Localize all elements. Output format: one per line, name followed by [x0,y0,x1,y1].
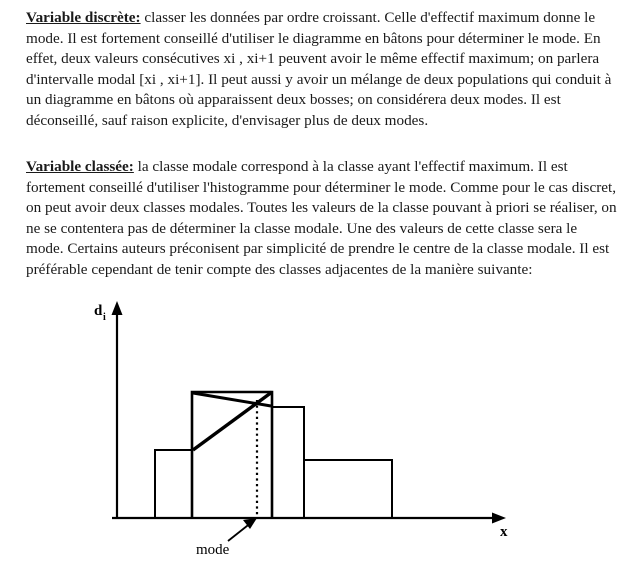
x-axis [112,513,506,524]
y-axis-label: d [94,303,103,319]
mode-callout [228,518,257,541]
histogram-bar-4 [304,460,392,518]
paragraph-lead-classee: Variable classée: [26,158,134,175]
paragraph-lead-discrete: Variable discrète: [26,9,141,26]
y-axis [112,301,123,518]
x-axis-label: x [500,524,508,540]
histogram-figure [0,288,640,588]
mode-label: mode [196,542,230,558]
paragraph-variable-discrete [26,8,618,132]
histogram-bar-1 [155,450,192,518]
histogram-svg [0,288,640,588]
paragraph-variable-classee [26,157,618,281]
histogram-bar-3 [272,407,304,518]
y-axis-label-subscript: i [103,312,106,323]
paragraph-body-discrete: classer les données par ordre croissant. Celle d'effectif maximum donne le mode. Il est fortement conseillé d'utiliser le diagramme en bâtons pour déterminer le mode. En effet, deux valeurs consécutives xi , xi+1 peuvent avoir le même effectif maximum; on parlera d'intervalle modal [xi , xi+1]. Il peut aussi y avoir un mélange de deux populations qui conduit à un diagramme en bâtons où apparaissent deux bosses; on considérera deux modes. Il est déconseillé, sauf raison explicite, d'envisager plus de deux modes. [26,9,612,129]
paragraph-body-classee: la classe modale correspond à la classe ayant l'effectif maximum. Il est fortement conseillé d'utiliser l'histogramme pour déterminer le mode. Comme pour le cas discret, on peut avoir deux classes modales. Toutes les valeurs de la classe pouvant à priori se réaliser, on ne se contentera pas de déterminer la classe modale. Une des valeurs de cette classe sera le mode. Certains auteurs préconisent par simplicité de prendre le centre de la classe modale. Il est préférable cependant de tenir compte des classes adjacentes de la manière suivante: [26,158,617,278]
x-axis-arrowhead [492,513,506,524]
y-axis-arrowhead [112,301,123,315]
histogram-bar-2-modal [192,392,272,518]
